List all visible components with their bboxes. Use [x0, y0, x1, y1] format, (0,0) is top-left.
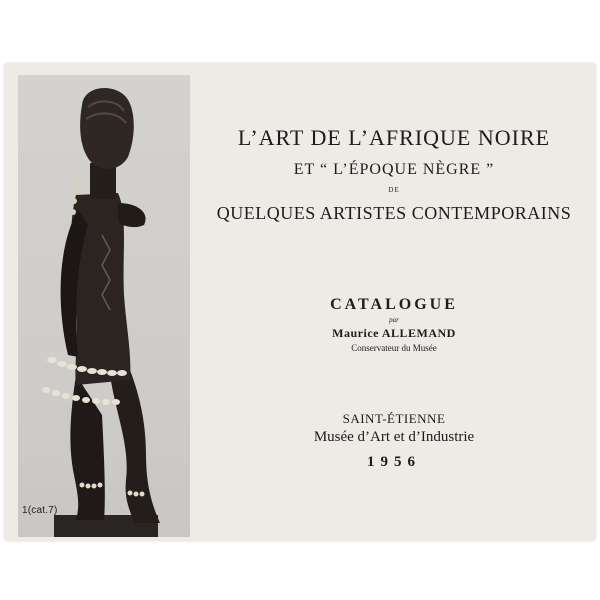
- title-line-2: ET “ L’ÉPOQUE NÈGRE ”: [293, 161, 495, 178]
- publisher-city: SAINT-ÉTIENNE: [342, 411, 446, 426]
- author-role: Conservateur du Musée: [351, 343, 437, 353]
- title-line-1: L’ART DE L’AFRIQUE NOIRE: [237, 125, 551, 150]
- photo-caption: 1(cat.7): [22, 505, 58, 516]
- author-name: Maurice ALLEMAND: [332, 326, 456, 340]
- publication-year: 1956: [367, 454, 421, 470]
- catalogue-cover: [4, 63, 596, 541]
- catalogue-heading: CATALOGUE: [330, 296, 458, 313]
- catalogue-par: par: [389, 316, 399, 324]
- statue-head: [80, 88, 134, 169]
- statue-leg-right: [110, 365, 160, 523]
- publisher-museum: Musée d’Art et d’Industrie: [313, 429, 475, 445]
- statue-image: [18, 75, 190, 537]
- title-line-3: DE: [388, 186, 400, 194]
- title-line-4: QUELQUES ARTISTES CONTEMPORAINS: [216, 203, 572, 223]
- statue-breast: [118, 203, 146, 227]
- sculpture-photo: [18, 75, 190, 537]
